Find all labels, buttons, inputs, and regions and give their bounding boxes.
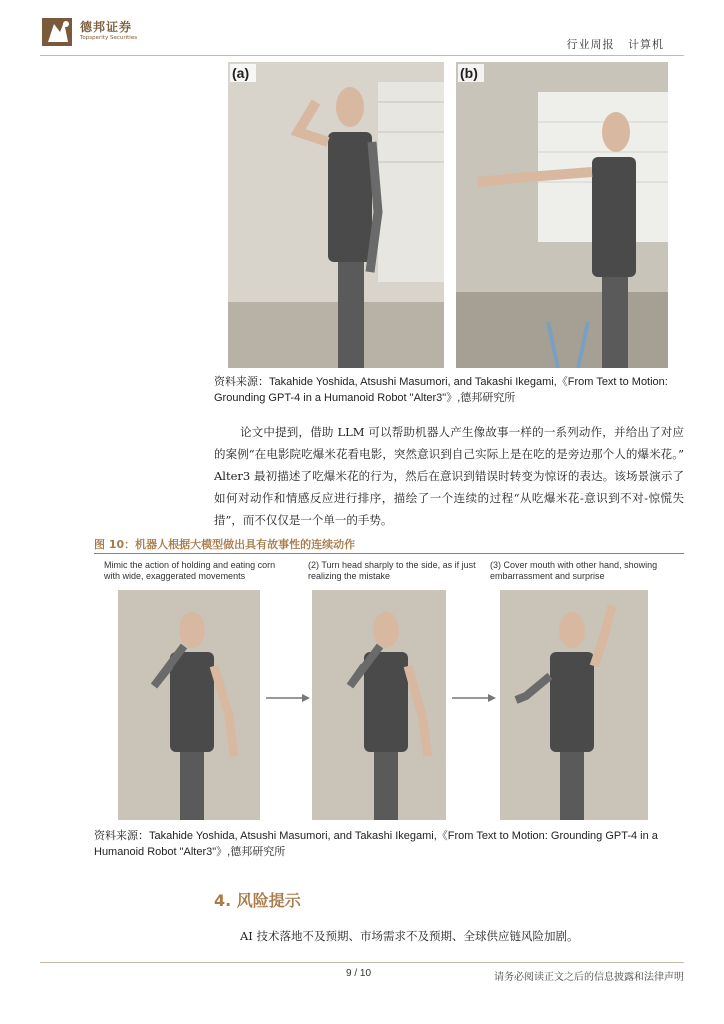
panel-a-label: (a) (232, 65, 250, 81)
header-divider (40, 55, 684, 56)
source-suffix: 德邦研究所 (230, 845, 286, 858)
footer-divider (40, 962, 684, 963)
figure-10-title-rule (94, 553, 684, 554)
sector-name: 计算机 (628, 38, 664, 51)
source-prefix: 资料来源： (214, 375, 269, 388)
step-2-label: (2) Turn head sharply to the side, as if just realizing the mistake (308, 560, 476, 581)
figure-10-sequence (94, 556, 684, 822)
arrow-icon (452, 694, 496, 702)
source-citation: Takahide Yoshida, Atsushi Masumori, and Takashi Ikegami,《From Text to Motion: Grounding GPT-4 in a Humanoid Robot "Alter3"》, (214, 376, 668, 404)
robot-photo-panels (228, 62, 668, 368)
page-header (0, 0, 724, 62)
figure-10-title: 图 10：机器人根据大模型做出具有故事性的连续动作 (94, 538, 356, 551)
panel-a-photo (228, 62, 444, 368)
source-citation: Takahide Yoshida, Atsushi Masumori, and Takashi Ikegami,《From Text to Motion: Grounding GPT-4 in a Humanoid Robot "Alter3"》, (94, 830, 658, 858)
source-suffix: 德邦研究所 (460, 391, 516, 404)
body-paragraph: 论文中提到，借助 LLM 可以帮助机器人产生像故事一样的一系列动作，并给出了对应的案例“在电影院吃爆米花看电影，突然意识到自己实际上是在吃的是旁边那个人的爆米花。” Alter3 最初描述了吃爆米花的行为，然后在意识到错误时转变为惊讶的表达。该场景演示了如何对动作和情感反应进行排序，描绘了一个连续的过程“从吃爆米花-意识到不对-惊慌失措”，而不仅仅是一个单一的手势。 (214, 425, 684, 527)
logo-chinese-name: 德邦证券 (80, 20, 133, 34)
panel-b-photo (456, 62, 668, 368)
panel-b-label: (b) (460, 65, 478, 81)
step-2-photo (312, 590, 446, 820)
figure-10-source (94, 828, 686, 860)
logo-english-name: Topsperity Securities (80, 35, 138, 41)
figure-9-source (214, 374, 684, 406)
report-type: 行业周报 (566, 38, 615, 51)
step-1-label: Mimic the action of holding and eating corn with wide, exaggerated movements (104, 560, 276, 581)
logo-mark-icon (40, 14, 76, 48)
step-1-photo (118, 590, 260, 820)
risk-text: AI 技术落地不及预期、市场需求不及预期、全球供应链风险加剧。 (240, 929, 579, 943)
robot-sequence-photos (94, 556, 684, 822)
step-3-photo (500, 590, 648, 820)
arrow-icon (266, 694, 310, 702)
section-heading-risk: 4. 风险提示 (214, 891, 301, 910)
report-category (567, 36, 665, 52)
figure-9-photos (228, 62, 668, 368)
step-3-label: (3) Cover mouth with other hand, showing embarrassment and surprise (490, 560, 658, 581)
legal-disclaimer: 请务必阅读正文之后的信息披露和法律声明 (494, 972, 684, 983)
company-logo (40, 14, 160, 48)
page-number: 9 / 10 (346, 968, 372, 979)
source-prefix: 资料来源： (94, 829, 149, 842)
